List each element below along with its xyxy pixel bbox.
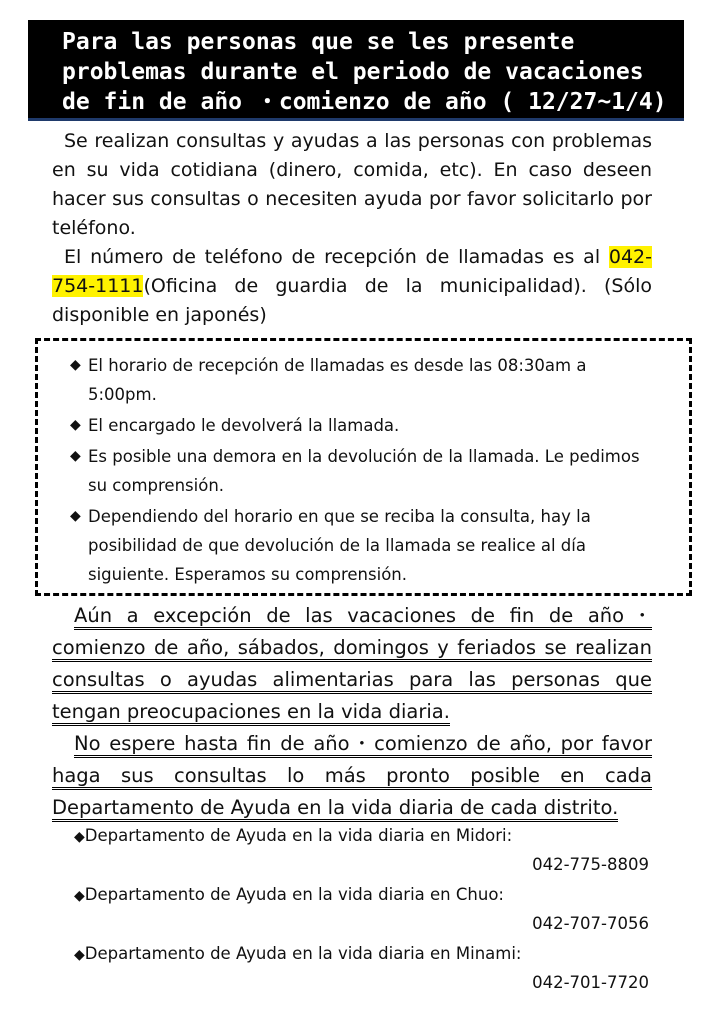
diamond-bullet-icon: ◆	[70, 417, 81, 433]
header-line-2: problemas durante el periodo de vacaciones	[62, 59, 644, 85]
department-name: Departamento de Ayuda en la vida diaria en Chuo:	[84, 885, 504, 904]
department-phone: 042-775-8809	[532, 855, 649, 874]
header-line-1: Para las personas que se les presente	[62, 29, 575, 55]
note-item	[70, 351, 660, 409]
intro-paragraph-2	[52, 243, 652, 330]
emphasis-paragraph-1	[52, 600, 652, 728]
department-item-minami	[74, 940, 649, 996]
department-name: Departamento de Ayuda en la vida diaria en Minami:	[84, 944, 522, 963]
note-text: El horario de recepción de llamadas es desde las 08:30am a 5:00pm.	[88, 356, 587, 404]
notes-box	[35, 338, 692, 596]
diamond-bullet-icon: ◆	[74, 947, 85, 963]
guard-office-phone: 042-754-1111	[52, 246, 652, 297]
diamond-bullet-icon: ◆	[74, 888, 85, 904]
diamond-bullet-icon: ◆	[74, 829, 85, 845]
department-item-midori	[74, 822, 649, 878]
emphasis-text-1: Aún a excepción de las vacaciones de fin de año・comienzo de año, sábados, domingos y feriados se realizan consultas o ayudas alimentarias para las personas que tengan preocupaciones en la vida diaria.	[52, 604, 652, 726]
note-item	[70, 502, 660, 589]
emphasis-section	[52, 600, 652, 824]
emphasis-paragraph-2	[52, 728, 652, 824]
diamond-bullet-icon: ◆	[70, 508, 81, 524]
note-text: Dependiendo del horario en que se reciba la consulta, hay la posibilidad de que devolución de la llamada se realice al día siguiente. Esperamos su comprensión.	[88, 507, 591, 584]
diamond-bullet-icon: ◆	[70, 357, 81, 373]
notes-list	[38, 341, 660, 589]
department-item-chuo	[74, 881, 649, 937]
department-phone: 042-701-7720	[532, 973, 649, 992]
note-text: El encargado le devolverá la llamada.	[88, 416, 400, 435]
intro-section	[52, 127, 652, 330]
emphasis-text-2: No espere hasta fin de año・comienzo de año, por favor haga sus consultas lo más pronto posible en cada Departamento de Ayuda en la vida diaria de cada distrito.	[52, 732, 652, 822]
header-line-3: de fin de año ・comienzo de año ( 12/27~1/4)	[62, 89, 667, 115]
intro-phone-lead: El número de teléfono de recepción de llamadas es al	[64, 246, 609, 268]
note-item	[70, 411, 660, 440]
departments-list	[74, 822, 649, 999]
note-item	[70, 442, 660, 500]
diamond-bullet-icon: ◆	[70, 448, 81, 464]
intro-paragraph-1: Se realizan consultas y ayudas a las personas con problemas en su vida cotidiana (dinero, comida, etc). En caso deseen hacer sus consultas o necesiten ayuda por favor solicitarlo por teléfono.	[52, 130, 652, 239]
intro-phone-note: (Oficina de guardia de la municipalidad). (Sólo disponible en japonés)	[52, 275, 652, 326]
header-banner	[28, 20, 684, 121]
department-phone: 042-707-7056	[532, 914, 649, 933]
note-text: Es posible una demora en la devolución de la llamada. Le pedimos su comprensión.	[88, 447, 640, 495]
department-name: Departamento de Ayuda en la vida diaria en Midori:	[84, 826, 513, 845]
